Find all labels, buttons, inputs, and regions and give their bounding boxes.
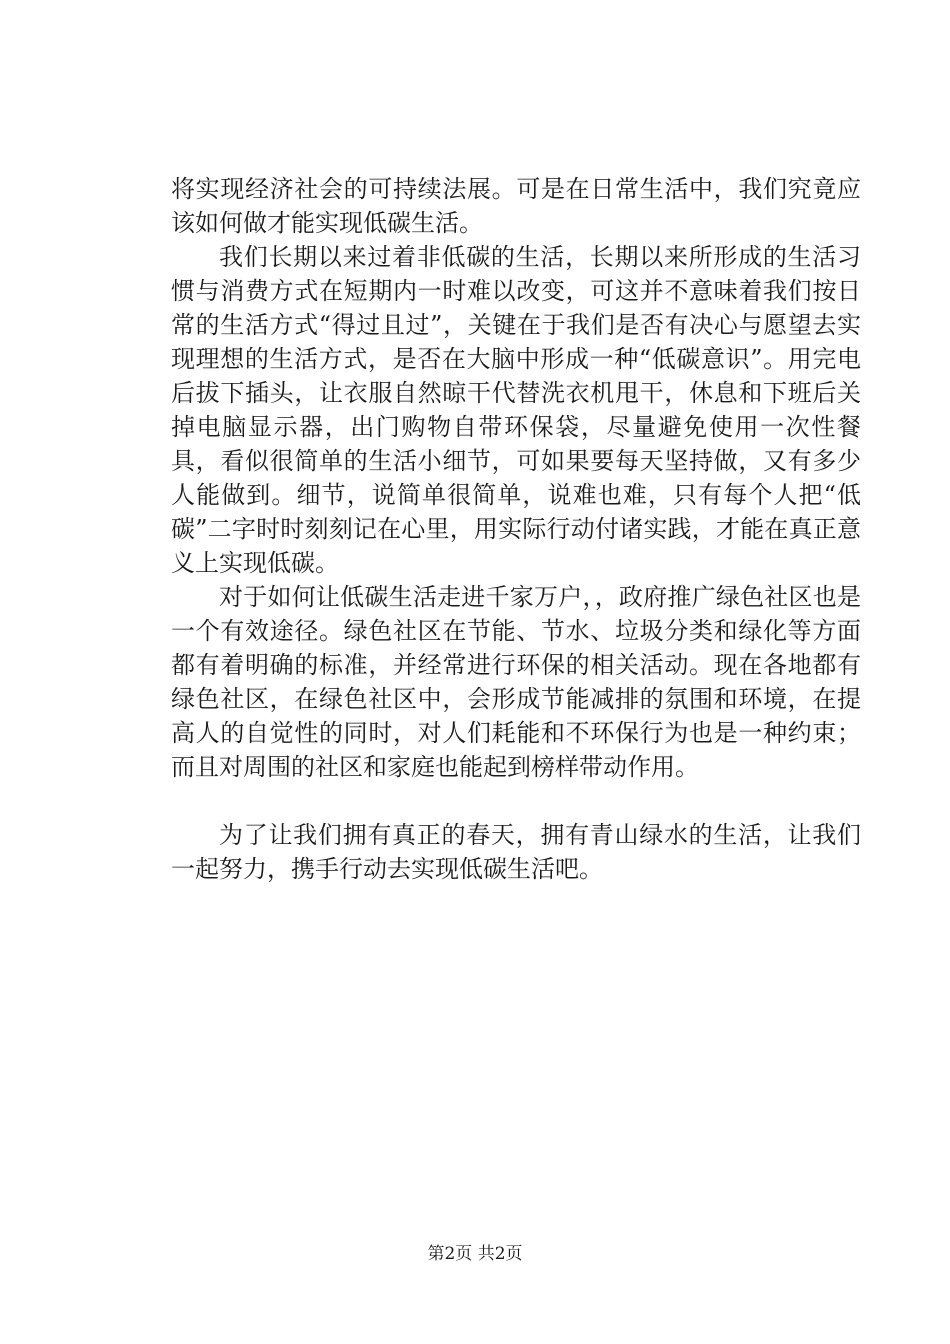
paragraph-low-carbon-habits: 我们长期以来过着非低碳的生活，长期以来所形成的生活习惯与消费方式在短期内一时难以改变，可这并不意味着我们按日常的生活方式“得过且过”，关键在于我们是否有决心与愿望去实现理想的生活方式，是否在大脑中形成一种“低碳意识”。用完电后拔下插头，让衣服自然晾干代替洗衣机甩干，休息和下班后关掉电脑显示器，出门购物自带环保袋，尽量避免使用一次性餐具，看似很简单的生活小细节，可如果要每天坚持做，又有多少人能做到。细节，说简单很简单，说难也难，只有每个人把“低碳”二字时时刻刻记在心里，用实际行动付诸实践，才能在真正意义上实现低碳。 [171,243,861,577]
document-body [171,172,861,886]
paragraph-closing: 为了让我们拥有真正的春天，拥有青山绿水的生活，让我们一起努力，携手行动去实现低碳生活吧。 [171,821,861,883]
paragraph-continuation: 将实现经济社会的可持续法展。可是在日常生活中，我们究竟应该如何做才能实现低碳生活。 [171,175,861,237]
page-number-footer: 第2页 共2页 [427,1244,523,1264]
paragraph-green-community: 对于如何让低碳生活走进千家万户，，政府推广绿色社区也是一个有效途径。绿色社区在节能、节水、垃圾分类和绿化等方面都有着明确的标准，并经常进行环保的相关活动。现在各地都有绿色社区，在绿色社区中，会形成节能减排的氛围和环境，在提高人的自觉性的同时，对人们耗能和不环保行为也是一种约束；而且对周围的社区和家庭也能起到榜样带动作用。 [171,583,861,781]
